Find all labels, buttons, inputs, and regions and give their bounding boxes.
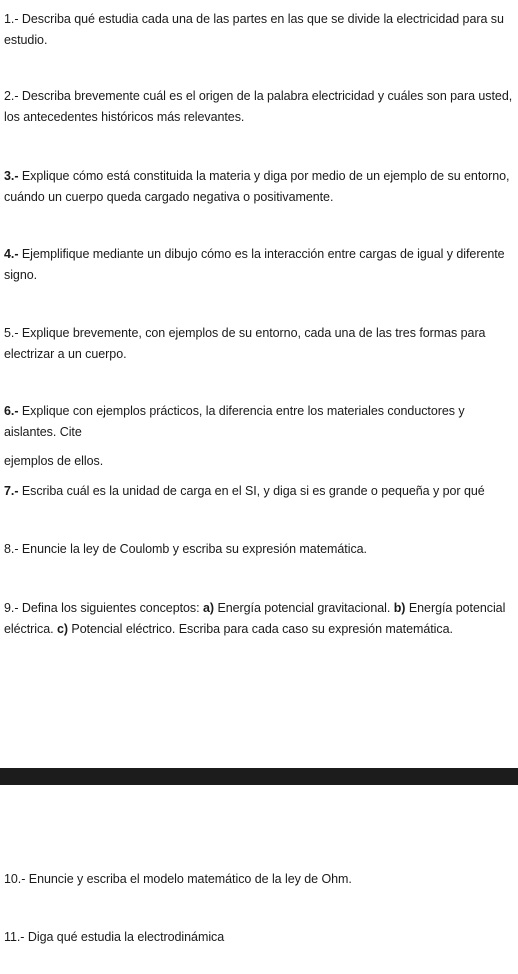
question-number: 2.- bbox=[4, 89, 19, 103]
question-number: 9.- bbox=[4, 601, 19, 615]
question-number: 6.- bbox=[4, 404, 19, 418]
question-text: Enuncie la ley de Coulomb y escriba su expresión matemática. bbox=[21, 542, 367, 556]
option-a-text: Energía potencial gravitacional. bbox=[217, 601, 391, 615]
question-number: 1.- bbox=[4, 12, 19, 26]
question-text: ejemplos de ellos. bbox=[4, 454, 104, 468]
question-number: 8.- bbox=[4, 542, 19, 556]
page-divider-band bbox=[0, 768, 518, 785]
question-3 bbox=[4, 166, 518, 208]
question-2 bbox=[4, 86, 518, 128]
question-11 bbox=[4, 927, 518, 948]
question-number: 3.- bbox=[4, 169, 19, 183]
question-6 bbox=[4, 401, 518, 443]
question-number: 4.- bbox=[4, 247, 19, 261]
question-text: Explique cómo está constituida la materia y diga por medio de un ejemplo de su entorno, cuándo un cuerpo queda cargado negativa o positivamente. bbox=[4, 169, 510, 204]
question-8 bbox=[4, 539, 518, 560]
question-text: Explique con ejemplos prácticos, la diferencia entre los materiales conductores y aislantes. Cite bbox=[4, 404, 465, 439]
question-9 bbox=[4, 598, 518, 640]
question-7 bbox=[4, 481, 518, 502]
question-10 bbox=[4, 869, 518, 890]
question-5 bbox=[4, 323, 518, 365]
question-intro: Defina los siguientes conceptos: bbox=[21, 601, 200, 615]
question-6-continuation bbox=[4, 451, 518, 472]
question-4 bbox=[4, 244, 518, 286]
question-text: Ejemplifique mediante un dibujo cómo es la interacción entre cargas de igual y diferente signo. bbox=[4, 247, 505, 282]
question-number: 7.- bbox=[4, 484, 19, 498]
question-number: 5.- bbox=[4, 326, 19, 340]
question-text: Describa brevemente cuál es el origen de la palabra electricidad y cuáles son para usted, los antecedentes históricos más relevantes. bbox=[4, 89, 513, 124]
option-a-label: a) bbox=[203, 601, 215, 615]
question-text: Explique brevemente, con ejemplos de su entorno, cada una de las tres formas para electrizar a un cuerpo. bbox=[4, 326, 486, 361]
question-1 bbox=[4, 9, 518, 51]
question-text: Enuncie y escriba el modelo matemático de la ley de Ohm. bbox=[28, 872, 352, 886]
option-c-label: c) bbox=[56, 622, 68, 636]
question-number: 10.- bbox=[4, 872, 26, 886]
question-number: 11.- bbox=[4, 930, 25, 944]
option-c-text: Potencial eléctrico. Escriba para cada caso su expresión matemática. bbox=[71, 622, 453, 636]
question-text: Describa qué estudia cada una de las partes en las que se divide la electricidad para su estudio. bbox=[4, 12, 504, 47]
option-b-text: Energía potencial eléctrica. bbox=[4, 601, 506, 636]
question-text: Diga qué estudia la electrodinámica bbox=[27, 930, 225, 944]
question-text: Escriba cuál es la unidad de carga en el SI, y diga si es grande o pequeña y por qué bbox=[21, 484, 485, 498]
option-b-label: b) bbox=[393, 601, 406, 615]
